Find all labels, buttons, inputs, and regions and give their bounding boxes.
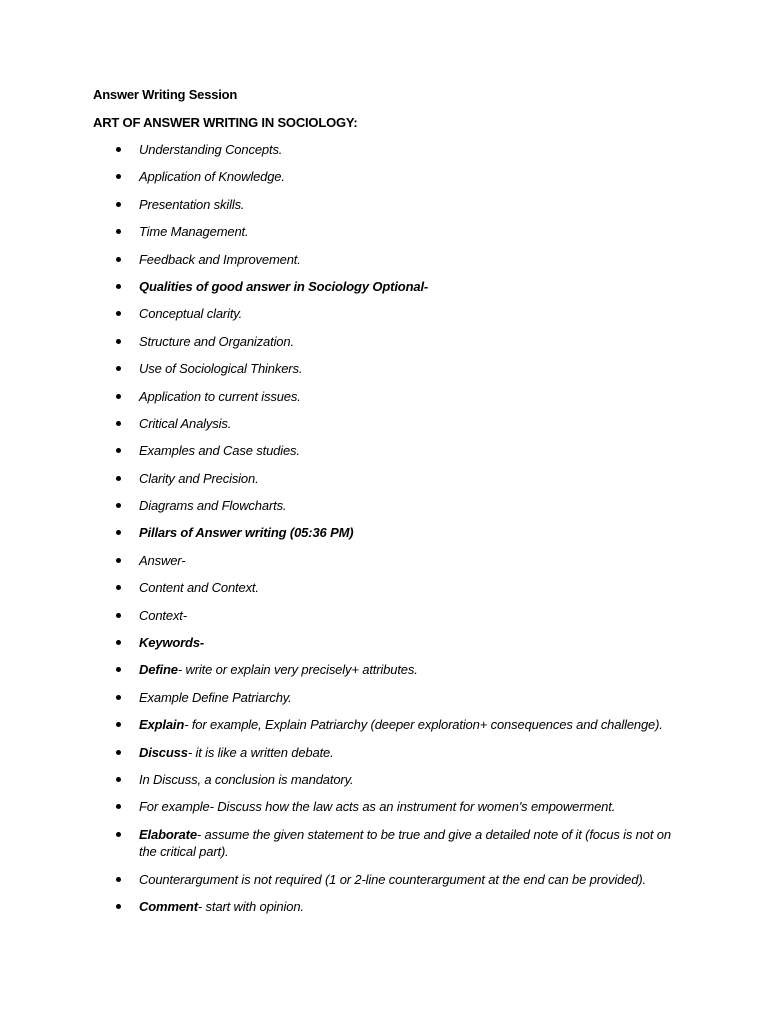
item-bold-text: Define bbox=[139, 662, 178, 678]
section-heading: ART OF ANSWER WRITING IN SOCIOLOGY: bbox=[93, 115, 358, 130]
bullet-icon bbox=[116, 722, 121, 727]
bullet-icon bbox=[116, 229, 121, 234]
item-text: - assume the given statement to be true and give a detailed note of it (focus is not on the critical part). bbox=[139, 826, 671, 859]
document-title: Answer Writing Session bbox=[93, 87, 238, 102]
bullet-icon bbox=[116, 448, 121, 453]
item-bold-text: Keywords- bbox=[139, 635, 205, 651]
bullet-list bbox=[0, 141, 768, 926]
item-text: - for example, Explain Patriarchy (deeper exploration+ consequences and challenge). bbox=[184, 717, 663, 733]
bullet-icon bbox=[116, 667, 121, 672]
item-text: Use of Sociological Thinkers. bbox=[139, 361, 303, 377]
list-item bbox=[0, 871, 768, 898]
bullet-icon bbox=[116, 640, 121, 645]
item-text: Critical Analysis. bbox=[139, 415, 232, 431]
list-item bbox=[0, 634, 768, 661]
item-text: - write or explain very precisely+ attributes. bbox=[177, 662, 418, 678]
list-item bbox=[0, 826, 768, 871]
list-item bbox=[0, 579, 768, 606]
bullet-icon bbox=[116, 695, 121, 700]
bullet-icon bbox=[116, 613, 121, 618]
bullet-icon bbox=[116, 339, 121, 344]
list-item bbox=[0, 388, 768, 415]
bullet-icon bbox=[116, 558, 121, 563]
list-item bbox=[0, 141, 768, 168]
bullet-icon bbox=[116, 503, 121, 508]
list-item bbox=[0, 689, 768, 716]
list-item bbox=[0, 744, 768, 771]
bullet-icon bbox=[116, 147, 121, 152]
list-item bbox=[0, 415, 768, 442]
item-text: Content and Context. bbox=[139, 580, 259, 596]
list-item bbox=[0, 470, 768, 497]
item-bold-text: Elaborate bbox=[139, 826, 197, 842]
list-item bbox=[0, 716, 768, 743]
list-item bbox=[0, 898, 768, 925]
item-text: Clarity and Precision. bbox=[139, 470, 259, 486]
item-text: Conceptual clarity. bbox=[139, 306, 243, 322]
list-item bbox=[0, 524, 768, 551]
item-text: Understanding Concepts. bbox=[139, 142, 283, 157]
item-text: Structure and Organization. bbox=[139, 333, 294, 349]
bullet-icon bbox=[116, 311, 121, 316]
list-item bbox=[0, 771, 768, 798]
bullet-icon bbox=[116, 174, 121, 179]
bullet-icon bbox=[116, 832, 121, 837]
item-bold-text: Comment bbox=[139, 899, 198, 915]
bullet-icon bbox=[116, 904, 121, 909]
item-text: Examples and Case studies. bbox=[139, 443, 300, 459]
item-text: - it is like a written debate. bbox=[187, 744, 334, 760]
list-item bbox=[0, 196, 768, 223]
item-text: Answer- bbox=[139, 552, 186, 568]
bullet-icon bbox=[116, 750, 121, 755]
bullet-icon bbox=[116, 585, 121, 590]
list-item bbox=[0, 442, 768, 469]
item-bold-text: Explain bbox=[139, 717, 185, 733]
list-item bbox=[0, 278, 768, 305]
list-item bbox=[0, 552, 768, 579]
item-text: Application to current issues. bbox=[139, 388, 301, 404]
list-item bbox=[0, 305, 768, 332]
bullet-icon bbox=[116, 421, 121, 426]
bullet-icon bbox=[116, 476, 121, 481]
item-bold-text: Pillars of Answer writing (05:36 PM) bbox=[139, 525, 354, 541]
bullet-icon bbox=[116, 257, 121, 262]
bullet-icon bbox=[116, 394, 121, 399]
item-text: Feedback and Improvement. bbox=[139, 251, 301, 267]
list-item bbox=[0, 168, 768, 195]
bullet-icon bbox=[116, 202, 121, 207]
item-text: Example Define Patriarchy. bbox=[139, 689, 292, 705]
bullet-icon bbox=[116, 804, 121, 809]
item-bold-text: Discuss bbox=[139, 744, 188, 760]
item-text: - start with opinion. bbox=[197, 899, 304, 915]
item-bold-text: Qualities of good answer in Sociology Optional- bbox=[139, 278, 429, 294]
list-item bbox=[0, 497, 768, 524]
list-item bbox=[0, 333, 768, 360]
item-text: In Discuss, a conclusion is mandatory. bbox=[139, 771, 354, 787]
list-item bbox=[0, 223, 768, 250]
bullet-icon bbox=[116, 777, 121, 782]
list-item bbox=[0, 360, 768, 387]
bullet-icon bbox=[116, 877, 121, 882]
list-item bbox=[0, 661, 768, 688]
list-item bbox=[0, 798, 768, 825]
item-text: For example- Discuss how the law acts as an instrument for women's empowerment. bbox=[139, 799, 616, 815]
list-item bbox=[0, 607, 768, 634]
bullet-icon bbox=[116, 530, 121, 535]
list-item bbox=[0, 251, 768, 278]
item-text: Presentation skills. bbox=[139, 196, 245, 212]
bullet-icon bbox=[116, 366, 121, 371]
item-text: Time Management. bbox=[139, 224, 249, 240]
item-text: Context- bbox=[139, 607, 187, 623]
item-text: Application of Knowledge. bbox=[139, 169, 285, 185]
bullet-icon bbox=[116, 284, 121, 289]
item-text: Diagrams and Flowcharts. bbox=[139, 498, 287, 514]
item-text: Counterargument is not required (1 or 2-line counterargument at the end can be provided). bbox=[139, 871, 646, 887]
